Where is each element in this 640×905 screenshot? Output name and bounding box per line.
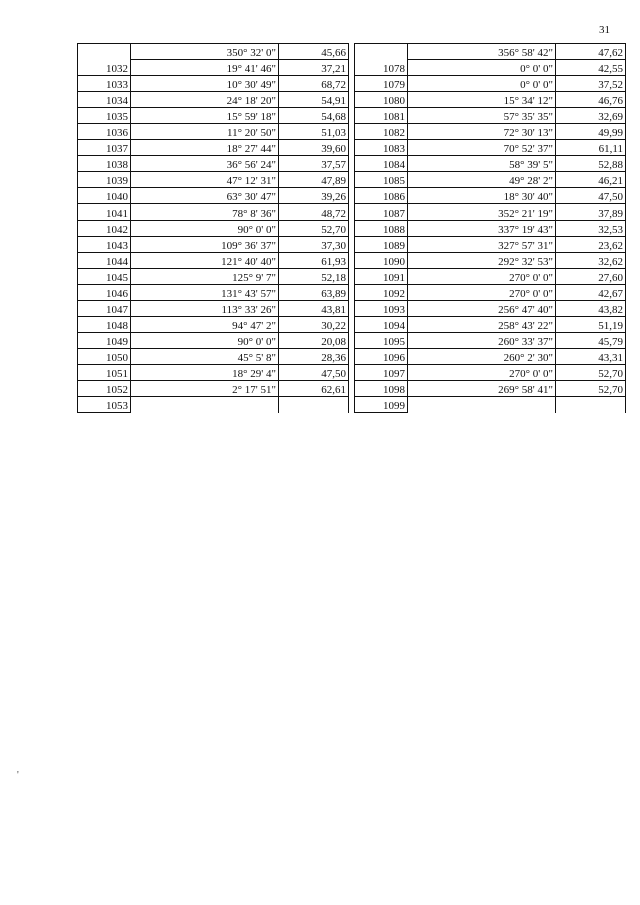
- angle-cell: 36° 56' 24": [131, 156, 279, 172]
- length-cell: 32,53: [556, 220, 626, 236]
- angle-cell: 109° 36' 37": [131, 236, 279, 252]
- point-number: 1091: [355, 268, 408, 284]
- point-number: 1087: [355, 204, 408, 220]
- length-cell: 23,62: [556, 236, 626, 252]
- angle-cell: 15° 34' 12": [408, 92, 556, 108]
- angle-cell: 57° 35' 35": [408, 108, 556, 124]
- point-number: 1043: [78, 236, 131, 252]
- angle-cell: 2° 17' 51": [131, 380, 279, 396]
- point-number: 1097: [355, 364, 408, 380]
- length-cell: 46,76: [556, 92, 626, 108]
- angle-cell: 70° 52' 37": [408, 140, 556, 156]
- point-number: 1090: [355, 252, 408, 268]
- length-cell: 37,57: [279, 156, 349, 172]
- angle-cell: 58° 39' 5": [408, 156, 556, 172]
- length-cell: 45,66: [279, 44, 349, 60]
- angle-cell: [131, 397, 279, 413]
- length-cell: 62,61: [279, 380, 349, 396]
- angle-cell: 0° 0' 0": [408, 60, 556, 76]
- angle-cell: 327° 57' 31": [408, 236, 556, 252]
- traverse-table-left: [77, 43, 349, 413]
- point-number: 1044: [78, 252, 131, 268]
- point-number: 1037: [78, 140, 131, 156]
- angle-cell: 350° 32' 0": [131, 44, 279, 60]
- length-cell: 63,89: [279, 284, 349, 300]
- point-number: 1042: [78, 220, 131, 236]
- length-cell: 37,21: [279, 60, 349, 76]
- traverse-table-right: [354, 43, 626, 413]
- length-cell: 43,81: [279, 300, 349, 316]
- length-cell: 43,82: [556, 300, 626, 316]
- length-cell: 39,26: [279, 188, 349, 204]
- length-cell: 51,03: [279, 124, 349, 140]
- angle-cell: 0° 0' 0": [408, 76, 556, 92]
- angle-cell: 94° 47' 2": [131, 316, 279, 332]
- point-number: 1033: [78, 76, 131, 92]
- point-number: 1053: [78, 397, 131, 413]
- point-number: 1040: [78, 188, 131, 204]
- length-cell: 37,89: [556, 204, 626, 220]
- length-cell: 42,55: [556, 60, 626, 76]
- point-cell-empty: [355, 44, 408, 60]
- angle-cell: 292° 32' 53": [408, 252, 556, 268]
- point-number: 1094: [355, 316, 408, 332]
- angle-cell: 45° 5' 8": [131, 348, 279, 364]
- length-cell: 47,89: [279, 172, 349, 188]
- angle-cell: 49° 28' 2": [408, 172, 556, 188]
- length-cell: 39,60: [279, 140, 349, 156]
- length-cell: 54,68: [279, 108, 349, 124]
- point-number: 1088: [355, 220, 408, 236]
- length-cell: 68,72: [279, 76, 349, 92]
- length-cell: 30,22: [279, 316, 349, 332]
- angle-cell: 15° 59' 18": [131, 108, 279, 124]
- angle-cell: 125° 9' 7": [131, 268, 279, 284]
- point-number: 1032: [78, 60, 131, 76]
- angle-cell: 11° 20' 50": [131, 124, 279, 140]
- angle-cell: 131° 43' 57": [131, 284, 279, 300]
- point-number: 1034: [78, 92, 131, 108]
- point-number: 1041: [78, 204, 131, 220]
- angle-cell: 260° 2' 30": [408, 348, 556, 364]
- point-number: 1045: [78, 268, 131, 284]
- point-number: 1086: [355, 188, 408, 204]
- angle-cell: 269° 58' 41": [408, 380, 556, 396]
- point-number: 1098: [355, 380, 408, 396]
- stray-mark: ': [17, 770, 19, 781]
- length-cell: 43,31: [556, 348, 626, 364]
- angle-cell: 18° 27' 44": [131, 140, 279, 156]
- length-cell: 52,70: [279, 220, 349, 236]
- length-cell: 46,21: [556, 172, 626, 188]
- length-cell: 32,69: [556, 108, 626, 124]
- angle-cell: 90° 0' 0": [131, 220, 279, 236]
- page-number: 31: [599, 24, 610, 36]
- length-cell: 37,30: [279, 236, 349, 252]
- point-number: 1046: [78, 284, 131, 300]
- length-cell: 20,08: [279, 332, 349, 348]
- angle-cell: [408, 397, 556, 413]
- length-cell: 52,18: [279, 268, 349, 284]
- angle-cell: 19° 41' 46": [131, 60, 279, 76]
- point-number: 1083: [355, 140, 408, 156]
- point-number: 1035: [78, 108, 131, 124]
- angle-cell: 352° 21' 19": [408, 204, 556, 220]
- length-cell: 32,62: [556, 252, 626, 268]
- angle-cell: 72° 30' 13": [408, 124, 556, 140]
- angle-cell: 270° 0' 0": [408, 268, 556, 284]
- length-cell: 47,50: [279, 364, 349, 380]
- point-number: 1079: [355, 76, 408, 92]
- length-cell: 47,62: [556, 44, 626, 60]
- point-number: 1047: [78, 300, 131, 316]
- angle-cell: 47° 12' 31": [131, 172, 279, 188]
- angle-cell: 113° 33' 26": [131, 300, 279, 316]
- length-cell: [279, 397, 349, 413]
- point-number: 1095: [355, 332, 408, 348]
- point-number: 1080: [355, 92, 408, 108]
- length-cell: 42,67: [556, 284, 626, 300]
- point-number: 1051: [78, 364, 131, 380]
- angle-cell: 18° 29' 4": [131, 364, 279, 380]
- length-cell: 52,70: [556, 380, 626, 396]
- point-number: 1050: [78, 348, 131, 364]
- length-cell: 51,19: [556, 316, 626, 332]
- length-cell: 27,60: [556, 268, 626, 284]
- angle-cell: 337° 19' 43": [408, 220, 556, 236]
- length-cell: 28,36: [279, 348, 349, 364]
- point-cell-empty: [78, 44, 131, 60]
- point-number: 1089: [355, 236, 408, 252]
- angle-cell: 260° 33' 37": [408, 332, 556, 348]
- length-cell: 52,88: [556, 156, 626, 172]
- length-cell: 47,50: [556, 188, 626, 204]
- point-number: 1092: [355, 284, 408, 300]
- angle-cell: 78° 8' 36": [131, 204, 279, 220]
- angle-cell: 256° 47' 40": [408, 300, 556, 316]
- length-cell: 45,79: [556, 332, 626, 348]
- length-cell: [556, 397, 626, 413]
- angle-cell: 258° 43' 22": [408, 316, 556, 332]
- point-number: 1099: [355, 397, 408, 413]
- angle-cell: 24° 18' 20": [131, 92, 279, 108]
- point-number: 1096: [355, 348, 408, 364]
- length-cell: 49,99: [556, 124, 626, 140]
- length-cell: 61,11: [556, 140, 626, 156]
- angle-cell: 270° 0' 0": [408, 284, 556, 300]
- point-number: 1078: [355, 60, 408, 76]
- length-cell: 54,91: [279, 92, 349, 108]
- point-number: 1048: [78, 316, 131, 332]
- length-cell: 48,72: [279, 204, 349, 220]
- point-number: 1081: [355, 108, 408, 124]
- angle-cell: 356° 58' 42": [408, 44, 556, 60]
- point-number: 1039: [78, 172, 131, 188]
- point-number: 1084: [355, 156, 408, 172]
- angle-cell: 63° 30' 47": [131, 188, 279, 204]
- point-number: 1036: [78, 124, 131, 140]
- length-cell: 37,52: [556, 76, 626, 92]
- length-cell: 52,70: [556, 364, 626, 380]
- point-number: 1082: [355, 124, 408, 140]
- angle-cell: 18° 30' 40": [408, 188, 556, 204]
- point-number: 1038: [78, 156, 131, 172]
- angle-cell: 270° 0' 0": [408, 364, 556, 380]
- point-number: 1049: [78, 332, 131, 348]
- angle-cell: 121° 40' 40": [131, 252, 279, 268]
- angle-cell: 10° 30' 49": [131, 76, 279, 92]
- point-number: 1085: [355, 172, 408, 188]
- angle-cell: 90° 0' 0": [131, 332, 279, 348]
- point-number: 1093: [355, 300, 408, 316]
- point-number: 1052: [78, 380, 131, 396]
- length-cell: 61,93: [279, 252, 349, 268]
